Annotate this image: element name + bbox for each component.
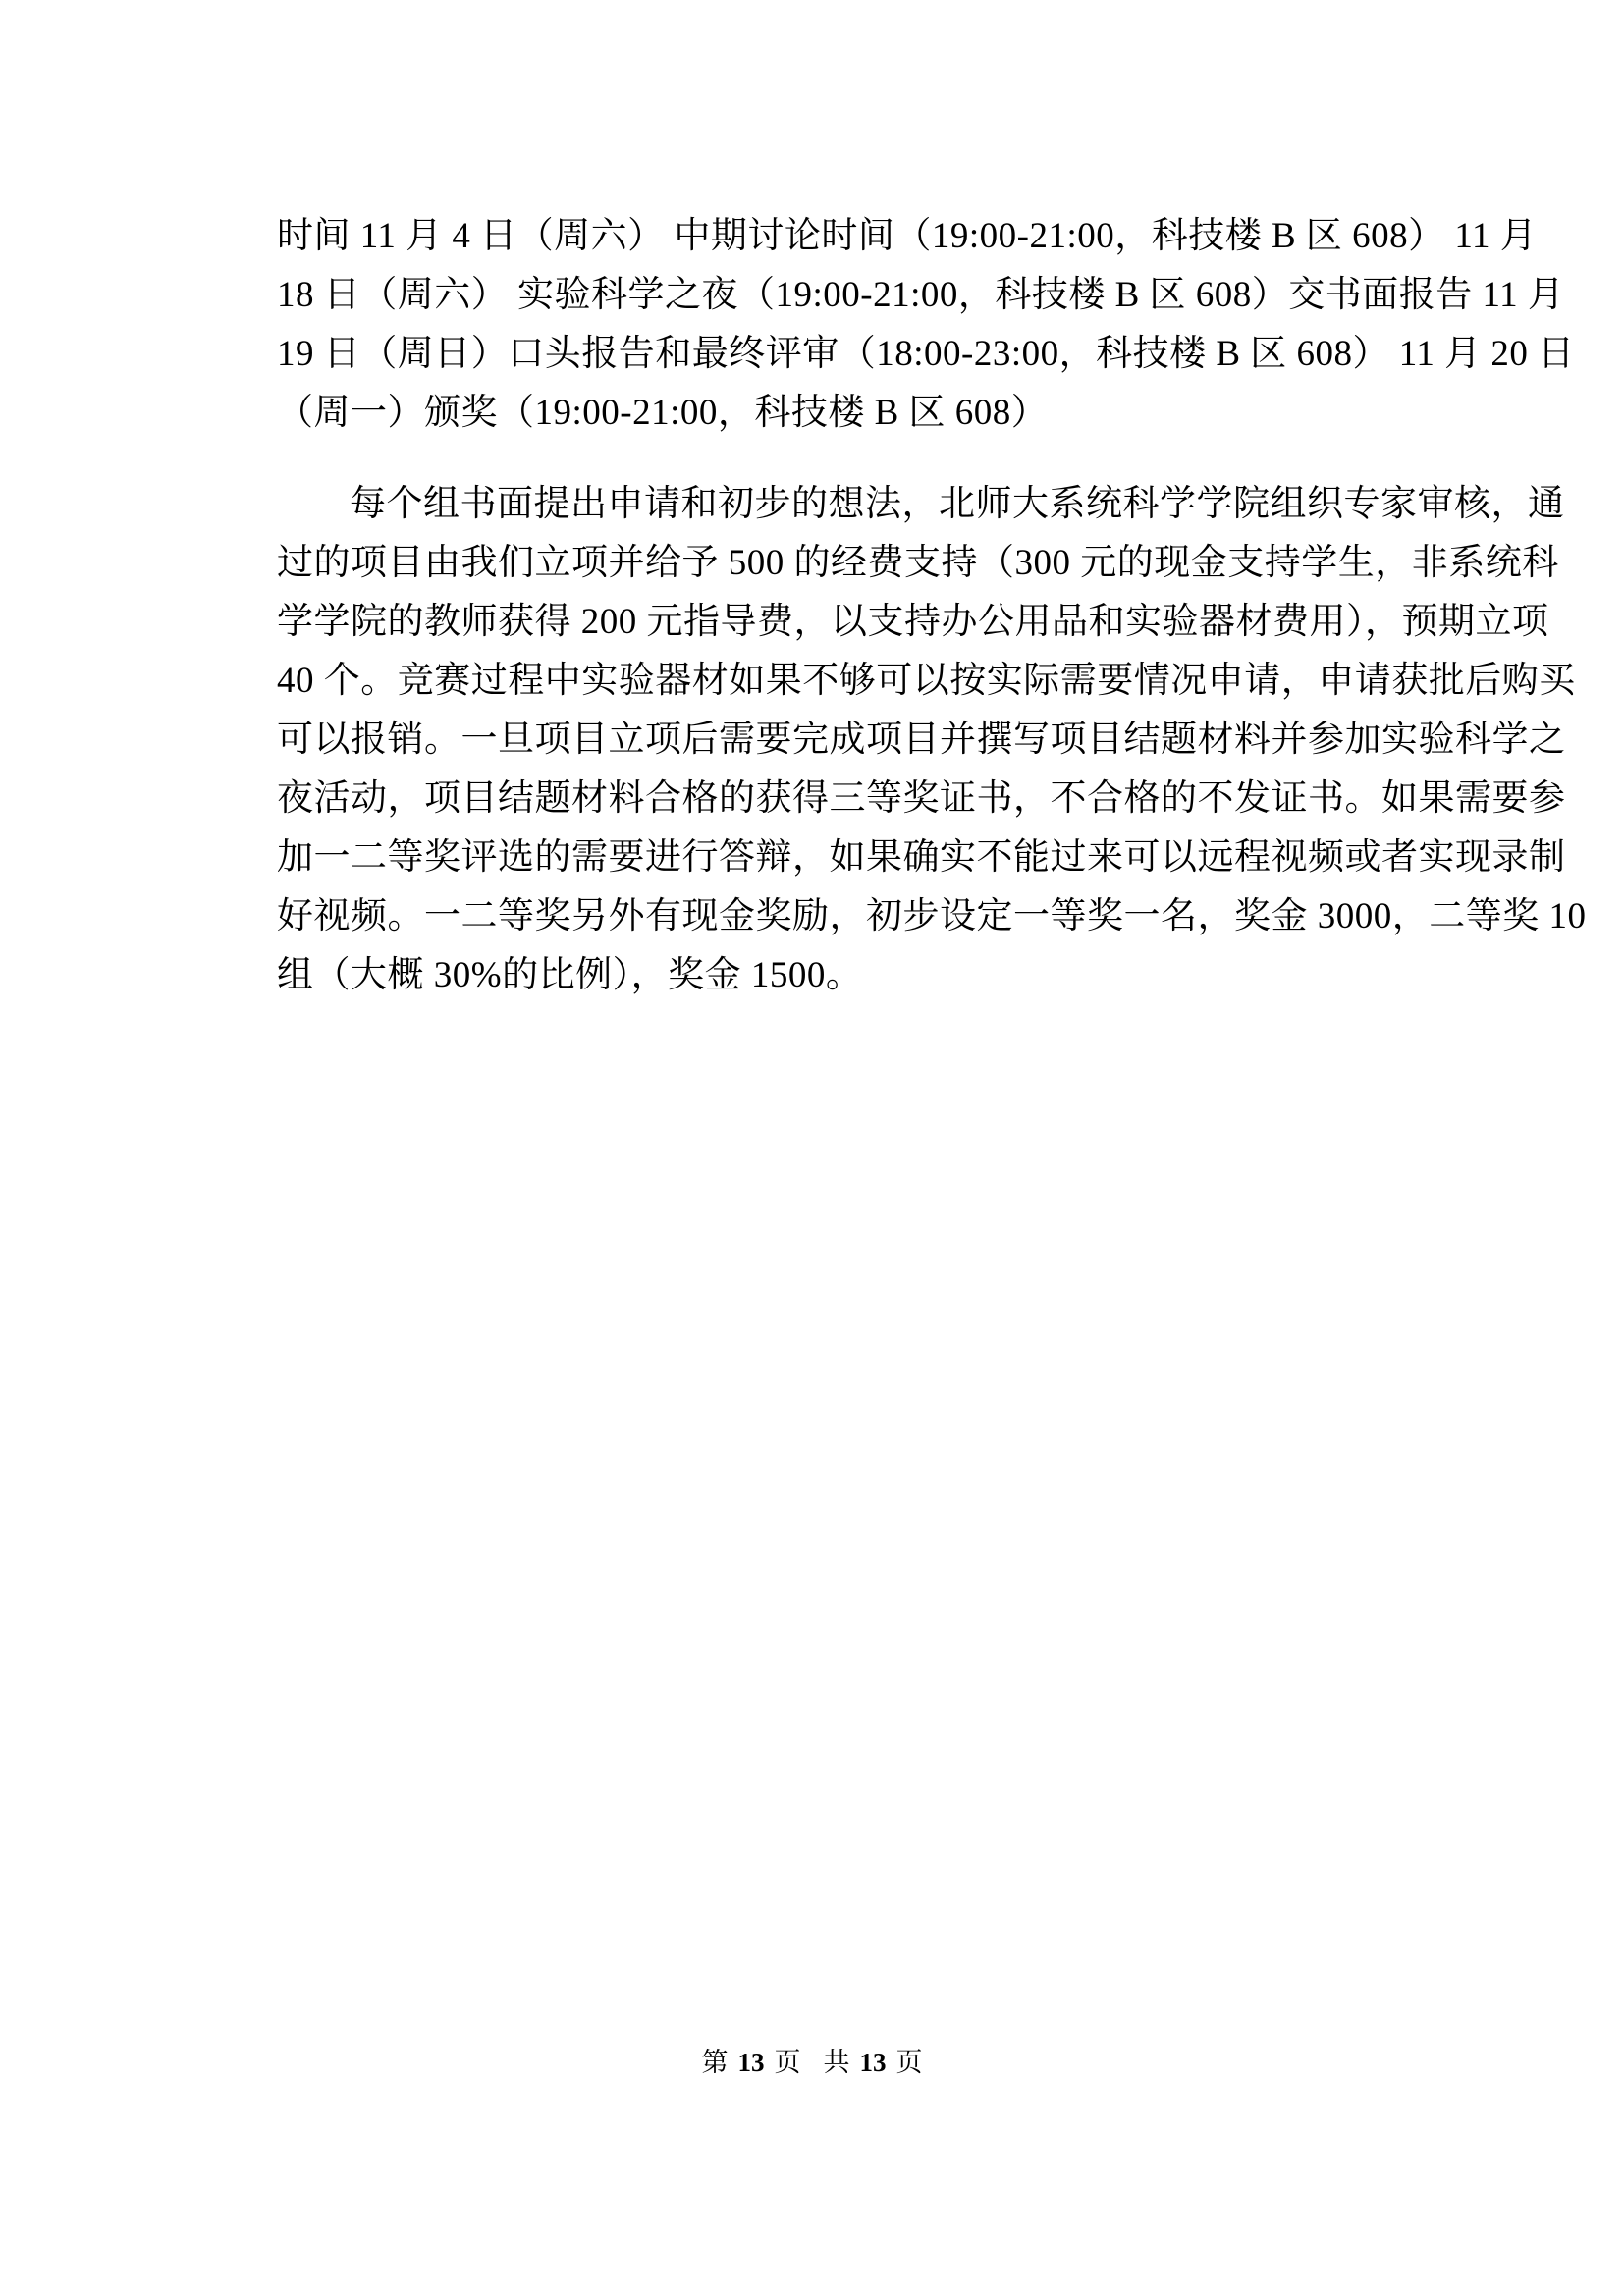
text-line: 加一二等奖评选的需要进行答辩，如果确实不能过来可以远程视频或者实现录制 [277,837,1566,878]
text-line: 每个组书面提出申请和初步的想法，北师大系统科学学院组织专家审核，通 [350,484,1565,524]
text-line: 组（大概 30%的比例），奖金 1500。 [277,955,863,995]
text-line: 学学院的教师获得 200 元指导费，以支持办公用品和实验器材费用），预期立项 [277,602,1549,642]
page-footer [0,2047,1624,2078]
footer-total-pages-number: 13 [859,2048,887,2077]
text-line: 40 个。竞赛过程中实验器材如果不够可以按实际需要情况申请，申请获批后购买 [277,661,1576,701]
text-line: 18 日（周六） 实验科学之夜（19:00-21:00，科技楼 B 区 608）交书面报告 11 月 [277,275,1565,315]
text-line: 19 日（周日）口头报告和最终评审（18:00-23:00，科技楼 B 区 608） 11 月 20 日 [277,334,1575,374]
footer-label-di: 第 [701,2048,729,2077]
document-body [277,207,1587,1005]
paragraph [277,207,1575,443]
text-line: （周一）颁奖（19:00-21:00，科技楼 B 区 608） [277,393,1049,433]
paragraph [277,475,1587,1005]
footer-label-page-1: 页 [774,2048,801,2077]
footer-label-gong: 共 [823,2048,850,2077]
text-line: 时间 11 月 4 日（周六） 中期讨论时间（19:00-21:00，科技楼 B 区 608） 11 月 [277,216,1538,256]
text-line: 夜活动，项目结题材料合格的获得三等奖证书，不合格的不发证书。如果需要参 [277,778,1566,819]
text-line: 过的项目由我们立项并给予 500 的经费支持（300 元的现金支持学生，非系统科 [277,543,1559,583]
footer-label-page-2: 页 [895,2048,923,2077]
text-line: 好视频。一二等奖另外有现金奖励，初步设定一等奖一名，奖金 3000，二等奖 10 [277,896,1587,936]
text-line: 可以报销。一旦项目立项后需要完成项目并撰写项目结题材料并参加实验科学之 [277,720,1566,760]
footer-current-page-number: 13 [737,2048,765,2077]
